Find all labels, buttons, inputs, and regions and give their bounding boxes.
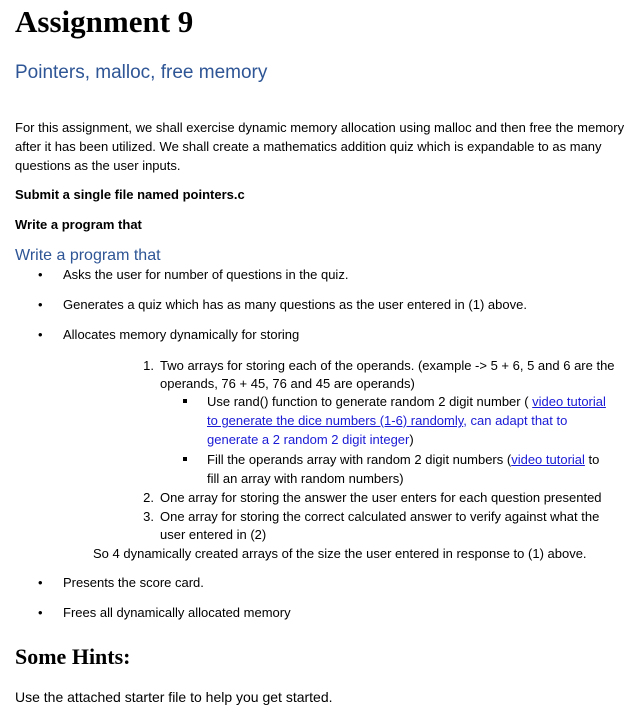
- hints-heading: Some Hints:: [15, 644, 131, 669]
- dice-tutorial-link[interactable]: to generate the dice numbers (1-6) randomly: [207, 413, 464, 428]
- bullet-glyph: •: [38, 575, 43, 590]
- footer-text: Use the attached starter file to help you get started.: [15, 689, 333, 705]
- list-number: 2.: [143, 490, 154, 505]
- bullet-item: Frees all dynamically allocated memory: [63, 605, 291, 620]
- numbered-item-line: operands, 76 + 45, 76 and 45 are operands): [160, 376, 415, 391]
- page-title: Assignment 9: [15, 4, 194, 39]
- write-program-heading: Write a program that: [15, 247, 161, 264]
- sub-item-text: , can adapt that to: [463, 413, 568, 428]
- sub-item-text: ): [409, 432, 414, 447]
- sub-item-text: generate a 2 random 2 digit integer: [207, 432, 410, 447]
- numbered-item-line: One array for storing the correct calculated answer to verify against what the: [160, 509, 600, 524]
- bullet-glyph: •: [38, 267, 43, 282]
- write-program-bold: Write a program that: [15, 217, 142, 232]
- bullet-item: Allocates memory dynamically for storing: [63, 327, 300, 342]
- bullet-glyph: •: [38, 327, 43, 342]
- bullet-glyph: •: [38, 605, 43, 620]
- square-bullet-icon: [183, 457, 187, 461]
- numbered-item-line: Two arrays for storing each of the operands. (example -> 5 + 6, 5 and 6 are the: [160, 358, 615, 373]
- submit-instruction: Submit a single file named pointers.c: [15, 187, 245, 202]
- bullet-item: Presents the score card.: [63, 575, 204, 590]
- subtitle: Pointers, malloc, free memory: [15, 62, 268, 83]
- sub-item-line: [207, 450, 632, 469]
- sub-item-line: fill an array with random numbers): [207, 471, 404, 486]
- intro-paragraph: For this assignment, we shall exercise dynamic memory allocation using malloc and then free the memory after it has been utilized. We shall create a mathematics addition quiz which is expandable to as many questions as the user inputs.: [15, 120, 625, 173]
- numbered-item-line: One array for storing the answer the user enters for each question presented: [160, 490, 602, 505]
- list-number: 1.: [143, 358, 154, 373]
- sub-item-line: [207, 430, 632, 449]
- video-tutorial-link[interactable]: video tutorial: [511, 452, 585, 467]
- bullet-item: Asks the user for number of questions in the quiz.: [63, 267, 349, 282]
- sub-item-line: [207, 392, 632, 411]
- bullet-glyph: •: [38, 297, 43, 312]
- list-number: 3.: [143, 509, 154, 524]
- square-bullet-icon: [183, 399, 187, 403]
- summary-line: So 4 dynamically created arrays of the size the user entered in response to (1) above.: [93, 546, 587, 561]
- bullet-item: Generates a quiz which has as many questions as the user entered in (1) above.: [63, 297, 527, 312]
- numbered-item-line: user entered in (2): [160, 527, 267, 542]
- sub-item-text: Fill the operands array with random 2 digit numbers (: [207, 452, 512, 467]
- sub-item-text: to: [584, 452, 600, 467]
- video-tutorial-link[interactable]: video tutorial: [532, 394, 606, 409]
- sub-item-text: Use rand() function to generate random 2 digit number (: [207, 394, 533, 409]
- sub-item-line: [207, 411, 632, 430]
